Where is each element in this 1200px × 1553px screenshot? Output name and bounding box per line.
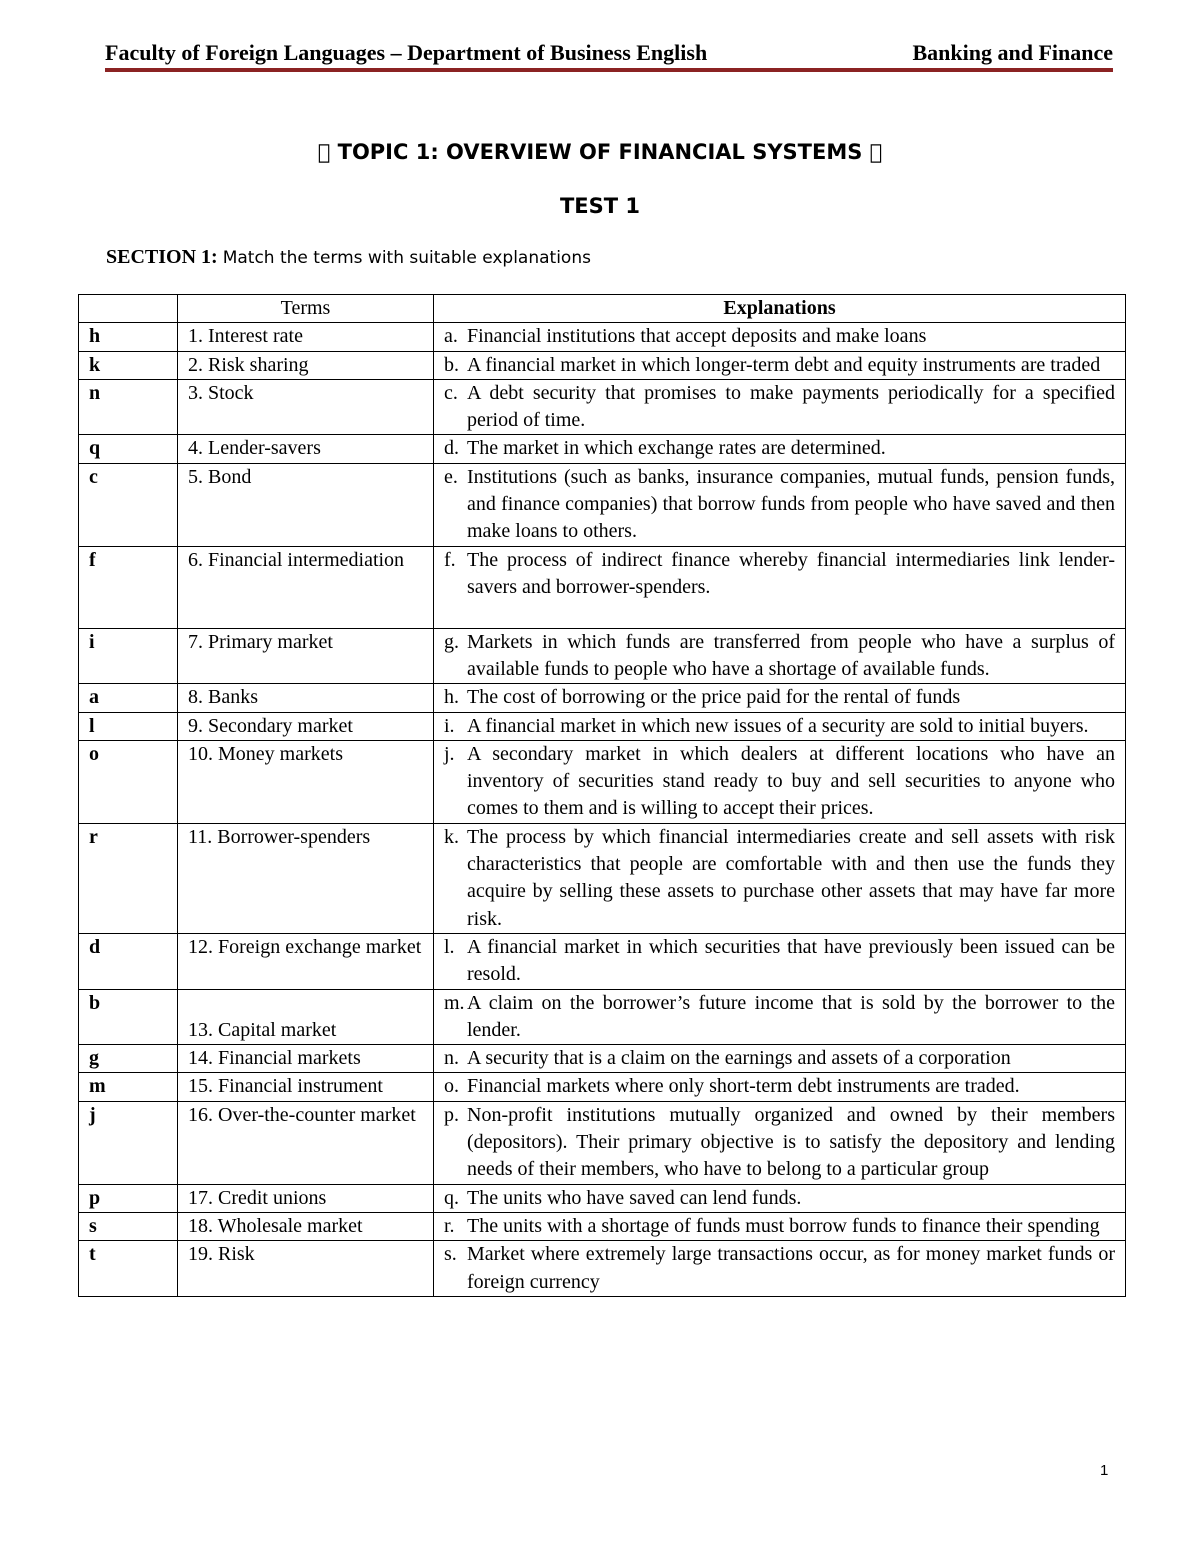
answer-cell: r [79, 823, 178, 933]
answer-cell: d [79, 933, 178, 989]
term-cell [178, 323, 434, 351]
explanation-text: Financial institutions that accept deposits and make loans [467, 325, 927, 348]
header-right-text: Banking and Finance [912, 40, 1113, 65]
explanation-letter: a. [444, 325, 458, 348]
answer-column-header [79, 295, 178, 323]
answer-cell: i [79, 628, 178, 684]
term-text: 4. Lender-savers [188, 437, 321, 460]
answer-cell: h [79, 323, 178, 351]
explanation-letter: d. [444, 437, 459, 460]
explanation-letter: s. [444, 1243, 457, 1266]
table-row [79, 323, 1126, 351]
table-row [79, 1045, 1126, 1073]
explanation-cell [434, 1184, 1126, 1212]
explanation-letter: f. [444, 548, 456, 571]
term-cell [178, 546, 434, 628]
topic-title:   TOPIC 1: OVERVIEW OF FINANCIAL SYSTEMS   [317, 140, 883, 164]
explanation-cell [434, 463, 1126, 546]
term-text: 8. Banks [188, 686, 258, 709]
term-text: 16. Over-the-counter market [188, 1103, 416, 1126]
explanation-cell [434, 628, 1126, 684]
table-row [79, 628, 1126, 684]
term-text: 17. Credit unions [188, 1186, 327, 1209]
explanation-text: The process by which financial intermediaries create and sell assets with risk characteristics that people are comfortable with and then use the funds they acquire by selling these assets to purchase other assets that may have far more risk. [467, 825, 1115, 930]
answer-cell: o [79, 740, 178, 823]
explanation-cell [434, 740, 1126, 823]
page-header [105, 38, 1113, 72]
explanation-letter: g. [444, 630, 459, 653]
answer-cell: c [79, 463, 178, 546]
explanation-text: A debt security that promises to make payments periodically for a specified period of time. [467, 381, 1115, 432]
explanation-cell [434, 351, 1126, 379]
explanation-cell [434, 1045, 1126, 1073]
answer-cell: l [79, 712, 178, 740]
term-cell [178, 684, 434, 712]
term-cell [178, 712, 434, 740]
term-text: 19. Risk [188, 1243, 255, 1266]
explanation-letter: r. [444, 1214, 455, 1237]
table-row [79, 712, 1126, 740]
term-text: 11. Borrower-spenders [188, 825, 371, 848]
explanation-text: The process of indirect finance whereby financial intermediaries link lender-savers and borrower-spenders. [467, 548, 1115, 598]
explanation-letter: l. [444, 935, 455, 958]
term-cell [178, 1184, 434, 1212]
explanation-letter: j. [444, 742, 455, 765]
term-text: 15. Financial instrument [188, 1075, 383, 1098]
term-text: 9. Secondary market [188, 714, 353, 737]
explanation-cell [434, 684, 1126, 712]
table-row [79, 435, 1126, 463]
explanation-letter: k. [444, 825, 459, 848]
term-text: 3. Stock [188, 381, 254, 404]
table-row [79, 989, 1126, 1045]
explanation-letter: m. [444, 991, 465, 1014]
explanation-cell [434, 1212, 1126, 1240]
table-row [79, 1184, 1126, 1212]
answer-cell: j [79, 1101, 178, 1184]
explanation-cell [434, 1101, 1126, 1184]
term-text: 6. Financial intermediation [188, 548, 405, 571]
term-cell [178, 823, 434, 933]
term-cell [178, 379, 434, 435]
term-text: 14. Financial markets [188, 1047, 361, 1070]
term-text: 5. Bond [188, 465, 252, 488]
header-rule [105, 68, 1113, 72]
explanation-text: Markets in which funds are transferred from people who have a surplus of available funds to people who have a shortage of available funds. [467, 630, 1115, 680]
table-row [79, 1212, 1126, 1240]
table-row [79, 351, 1126, 379]
term-cell [178, 1241, 434, 1297]
term-cell [178, 628, 434, 684]
explanation-letter: e. [444, 465, 458, 488]
answer-cell: p [79, 1184, 178, 1212]
explanation-text: A claim on the borrower’s future income that is sold by the borrower to the lender. [467, 991, 1115, 1041]
answer-cell: s [79, 1212, 178, 1240]
answer-cell: f [79, 546, 178, 628]
term-text: 7. Primary market [188, 630, 333, 653]
table-row [79, 1101, 1126, 1184]
explanation-cell [434, 989, 1126, 1045]
explanation-letter: b. [444, 353, 459, 376]
explanation-text: A financial market in which new issues of a security are sold to initial buyers. [467, 714, 1089, 737]
term-cell [178, 1073, 434, 1101]
answer-cell: b [79, 989, 178, 1045]
section-instruction: Match the terms with suitable explanations [222, 248, 591, 268]
matching-table [78, 294, 1126, 1297]
explanation-letter: n. [444, 1047, 459, 1070]
explanation-text: Financial markets where only short-term debt instruments are traded. [467, 1075, 1020, 1098]
explanation-cell [434, 1073, 1126, 1101]
term-cell [178, 463, 434, 546]
answer-cell: n [79, 379, 178, 435]
table-row [79, 740, 1126, 823]
answer-cell: m [79, 1073, 178, 1101]
answer-cell: t [79, 1241, 178, 1297]
term-cell [178, 1045, 434, 1073]
explanation-cell [434, 323, 1126, 351]
table-row [79, 463, 1126, 546]
explanations-column-header: Explanations [434, 295, 1126, 323]
explanation-text: Market where extremely large transactions occur, as for money market funds or foreign currency [467, 1243, 1115, 1293]
explanation-cell [434, 712, 1126, 740]
test-title: TEST 1 [559, 194, 641, 218]
term-cell [178, 989, 434, 1045]
explanation-text: Non-profit institutions mutually organized and owned by their members (depositors). Their primary objective is to satisfy the depository and lending needs of their members, who have to belong to a particular group [467, 1103, 1115, 1181]
section-heading [106, 246, 591, 269]
explanation-text: Institutions (such as banks, insurance companies, mutual funds, pension funds, and finance companies) that borrow funds from people who have saved and then make loans to others. [467, 465, 1115, 543]
term-cell [178, 933, 434, 989]
table-row [79, 546, 1126, 628]
explanation-letter: h. [444, 686, 459, 709]
term-cell [178, 1212, 434, 1240]
explanation-text: A secondary market in which dealers at different locations who have an inventory of securities stand ready to buy and sell securities to anyone who comes to them and is willing to accept their prices. [467, 742, 1115, 820]
explanation-letter: i. [444, 714, 455, 737]
answer-cell: k [79, 351, 178, 379]
table-header-row [79, 295, 1126, 323]
explanation-text: The units who have saved can lend funds. [467, 1186, 802, 1209]
explanation-letter: c. [444, 381, 458, 404]
answer-cell: q [79, 435, 178, 463]
explanation-cell [434, 1241, 1126, 1297]
explanation-text: The units with a shortage of funds must borrow funds to finance their spending [467, 1214, 1100, 1237]
table-body [79, 323, 1126, 1297]
table-row [79, 1241, 1126, 1297]
header-left-text: Faculty of Foreign Languages – Department of Business English [105, 40, 708, 65]
term-text: 1. Interest rate [188, 325, 303, 348]
term-text: 10. Money markets [188, 742, 343, 765]
term-text: 13. Capital market [188, 1018, 337, 1041]
explanation-text: The market in which exchange rates are determined. [467, 437, 886, 460]
table-row [79, 1073, 1126, 1101]
table-row [79, 684, 1126, 712]
term-cell [178, 740, 434, 823]
term-text: 2. Risk sharing [188, 353, 309, 376]
explanation-cell [434, 933, 1126, 989]
table-row [79, 823, 1126, 933]
term-cell [178, 435, 434, 463]
table-row [79, 379, 1126, 435]
answer-cell: a [79, 684, 178, 712]
explanation-letter: q. [444, 1186, 459, 1209]
explanation-cell [434, 435, 1126, 463]
explanation-cell [434, 379, 1126, 435]
explanation-text: A security that is a claim on the earnings and assets of a corporation [467, 1047, 1011, 1070]
explanation-text: The cost of borrowing or the price paid for the rental of funds [467, 686, 961, 709]
terms-column-header: Terms [178, 295, 434, 323]
term-text: 12. Foreign exchange market [188, 935, 422, 958]
explanation-cell [434, 823, 1126, 933]
explanation-letter: o. [444, 1075, 459, 1098]
page-number: 1 [1100, 1462, 1109, 1479]
term-cell [178, 351, 434, 379]
explanation-text: A financial market in which securities that have previously been issued can be resold. [467, 935, 1115, 986]
explanation-text: A financial market in which longer-term debt and equity instruments are traded [467, 353, 1101, 376]
term-text: 18. Wholesale market [188, 1214, 363, 1237]
section-label: SECTION 1: [106, 246, 218, 268]
answer-cell: g [79, 1045, 178, 1073]
table-row [79, 933, 1126, 989]
explanation-letter: p. [444, 1103, 459, 1126]
explanation-cell [434, 546, 1126, 628]
term-cell [178, 1101, 434, 1184]
